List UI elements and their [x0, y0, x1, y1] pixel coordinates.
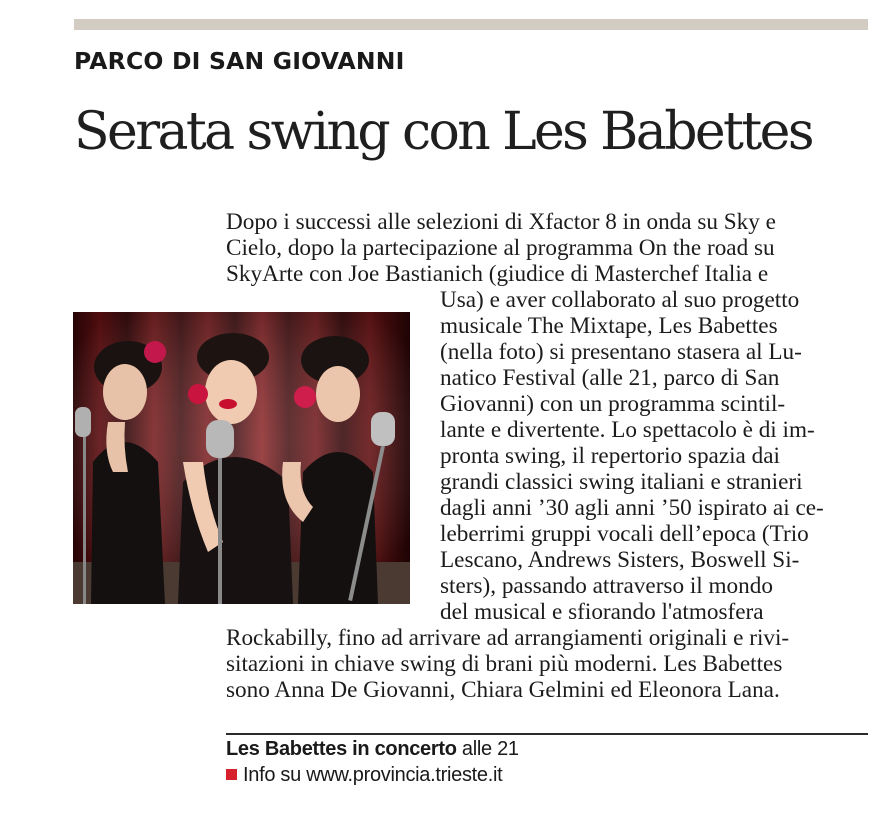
event-name: Les Babettes in concerto [226, 738, 457, 760]
body-line: lante e divertente. Lo spettacolo è di im- [440, 417, 815, 443]
body-line: (nella foto) si presentano stasera al Lu- [440, 339, 802, 365]
body-line: del musical e sfiorando l'atmosfera [440, 599, 764, 625]
body-line: Cielo, dopo la partecipazione al programma On the road su [226, 235, 775, 261]
body-line: Dopo i successi alle selezioni di Xfactor 8 in onda su Sky e [226, 209, 776, 235]
body-line: dagli anni ’30 agli anni ’50 ispirato ai ce- [440, 495, 824, 521]
body-line: Lescano, Andrews Sisters, Boswell Si- [440, 547, 800, 573]
body-line: leberrimi gruppi vocali dell’epoca (Trio [440, 521, 809, 547]
body-line: natico Festival (alle 21, parco di San [440, 365, 780, 391]
top-rule-bar [74, 19, 868, 30]
red-square-icon [226, 769, 237, 780]
body-line: sono Anna De Giovanni, Chiara Gelmini ed Eleonora Lana. [226, 677, 780, 703]
section-kicker: PARCO DI SAN GIOVANNI [74, 47, 405, 75]
body-line: pronta swing, il repertorio spazia dai [440, 443, 780, 469]
article-headline: Serata swing con Les Babettes [74, 102, 812, 162]
body-line: Usa) e aver collaborato al suo progetto [440, 287, 800, 313]
body-line: Rockabilly, fino ad arrivare ad arrangiamenti originali e rivi- [226, 625, 790, 651]
event-time: alle 21 [456, 738, 519, 760]
body-line: musicale The Mixtape, Les Babettes [440, 313, 778, 339]
article-photo [73, 312, 410, 604]
event-info-line [226, 738, 519, 761]
footer-rule [226, 733, 868, 735]
body-line: grandi classici swing italiani e stranieri [440, 469, 803, 495]
info-link[interactable]: Info su www.provincia.trieste.it [243, 764, 503, 786]
body-line: SkyArte con Joe Bastianich (giudice di Masterchef Italia e [226, 261, 769, 287]
info-line [226, 764, 502, 787]
body-line: sters), passando attraverso il mondo [440, 573, 773, 599]
body-line: sitazioni in chiave swing di brani più moderni. Les Babettes [226, 651, 783, 677]
body-line: Giovanni) con un programma scintil- [440, 391, 786, 417]
